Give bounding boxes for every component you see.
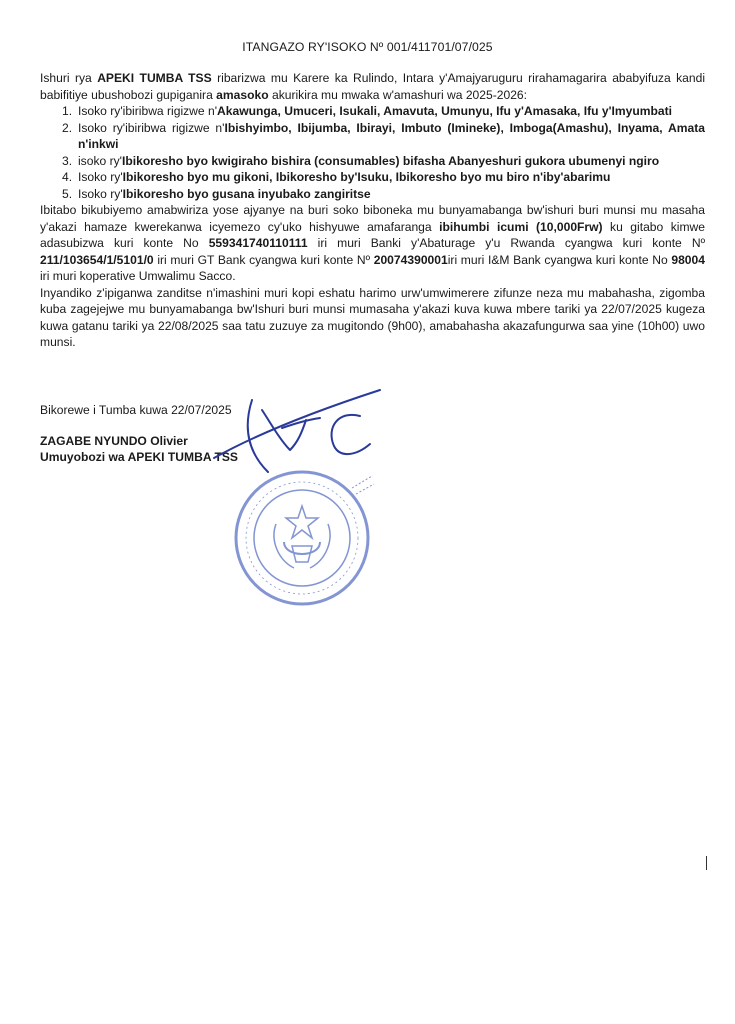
intro-emphasis: amasoko	[216, 87, 269, 102]
intro-text: ribarizwa mu Karere ka Rulindo, Intara y'Amajyaruguru rirahamagarira ababyifuza kandi babifitiye ubushobozi gupiganira	[40, 71, 706, 102]
item-goods: Ibikoresho byo gusana inyubako zangiritse	[122, 186, 371, 201]
payment-text: Ibitabo bikubiyemo amabwiriza yose ajyanye na buri soko biboneka mu bunyamabanga bw'ishuri buri munsi mu masaha y'akazi hamaze kwerekanwa icyemezo cy'uko hishyuwe amafaranga	[40, 203, 705, 234]
item-text: Isoko ry'	[78, 170, 123, 184]
payment-paragraph	[40, 202, 705, 285]
item-number: 1.	[62, 104, 73, 118]
item-number: 5.	[62, 186, 73, 201]
document-title: ITANGAZO RY'ISOKO Nº 001/411701/07/025	[242, 40, 493, 54]
tender-item	[40, 186, 705, 203]
dateline: Bikorewe i Tumba kuwa 22/07/2025	[40, 403, 232, 417]
fee-amount: ibihumbi icumi (10,000Frw)	[439, 219, 603, 234]
payment-text: iri muri Banki y'Abaturage y'u Rwanda cyangwa kuri konte Nº	[307, 236, 706, 250]
tender-item	[40, 103, 705, 120]
signer-title: Umuyobozi wa APEKI TUMBA TSS	[40, 449, 238, 464]
account-number: 211/103654/1/5101/0	[40, 252, 154, 267]
item-text: Isoko ry'	[78, 186, 123, 201]
school-name: APEKI TUMBA TSS	[97, 71, 212, 85]
payment-text: iri muri I&M Bank cyangwa kuri konte No	[447, 252, 672, 267]
item-goods: Ibikoresho byo mu gikoni, Ibikoresho by'Isuku, Ibikoresho byo mu biro n'iby'abarimu	[122, 170, 611, 184]
item-number: 3.	[62, 153, 73, 168]
account-number: 98004	[671, 252, 705, 267]
official-stamp	[222, 458, 392, 618]
payment-text: ku gitabo kimwe adasubizwa kuri konte No	[40, 219, 705, 250]
tender-list	[40, 103, 705, 202]
item-goods: Akawunga, Umuceri, Isukali, Amavuta, Umunyu, Ifu y'Amasaka, Ifu y'Imyumbati	[217, 104, 672, 118]
signer-block	[40, 434, 238, 465]
tender-item	[40, 169, 705, 186]
payment-text: iri muri koperative Umwalimu Sacco.	[40, 269, 236, 283]
tender-item	[40, 153, 705, 170]
intro-text: Ishuri rya	[40, 71, 98, 85]
item-number: 4.	[62, 170, 73, 184]
item-text: Isoko ry'ibiribwa rigizwe n'	[78, 120, 225, 135]
scan-mark	[706, 856, 707, 870]
account-number: 559341740110111	[208, 236, 308, 250]
intro-paragraph	[40, 70, 705, 103]
item-text: Isoko ry'ibiribwa rigizwe n'	[78, 104, 218, 118]
submission-paragraph: Inyandiko z'ipiganwa zanditse n'imashini muri kopi eshatu harimo urw'umwimerere zifunze neza mu mabahasha, zigomba kuba zagejejwe mu bunyamabanga bw'Ishuri buri munsi mumasaha y'akazi kuva kuwa mbere tariki ya 22/07/2025 kugeza kuwa gatanu tariki ya 22/08/2025 saa tatu zuzuye za mugitondo (9h00), amabahasha akazafungurwa saa yine (10h00) uwo munsi.	[40, 285, 705, 349]
tender-item	[40, 120, 705, 153]
document-body	[40, 70, 705, 351]
account-number: 20074390001	[373, 252, 448, 267]
payment-text: iri muri GT Bank cyangwa kuri konte Nº	[153, 252, 374, 267]
signer-name: ZAGABE NYUNDO Olivier	[40, 434, 188, 448]
intro-text: akurikira mu mwaka w'amashuri wa 2025-2026:	[268, 87, 528, 102]
item-number: 2.	[62, 120, 73, 135]
item-goods: Ibikoresho byo kwigiraho bishira (consumables) bifasha Abanyeshuri gukora ubumenyi ngiro	[121, 153, 660, 168]
item-text: isoko ry'	[78, 153, 122, 168]
item-goods: Ibishyimbo, Ibijumba, Ibirayi, Imbuto (Imineke), Imboga(Amashu), Inyama, Amata n'inkwi	[78, 120, 705, 151]
